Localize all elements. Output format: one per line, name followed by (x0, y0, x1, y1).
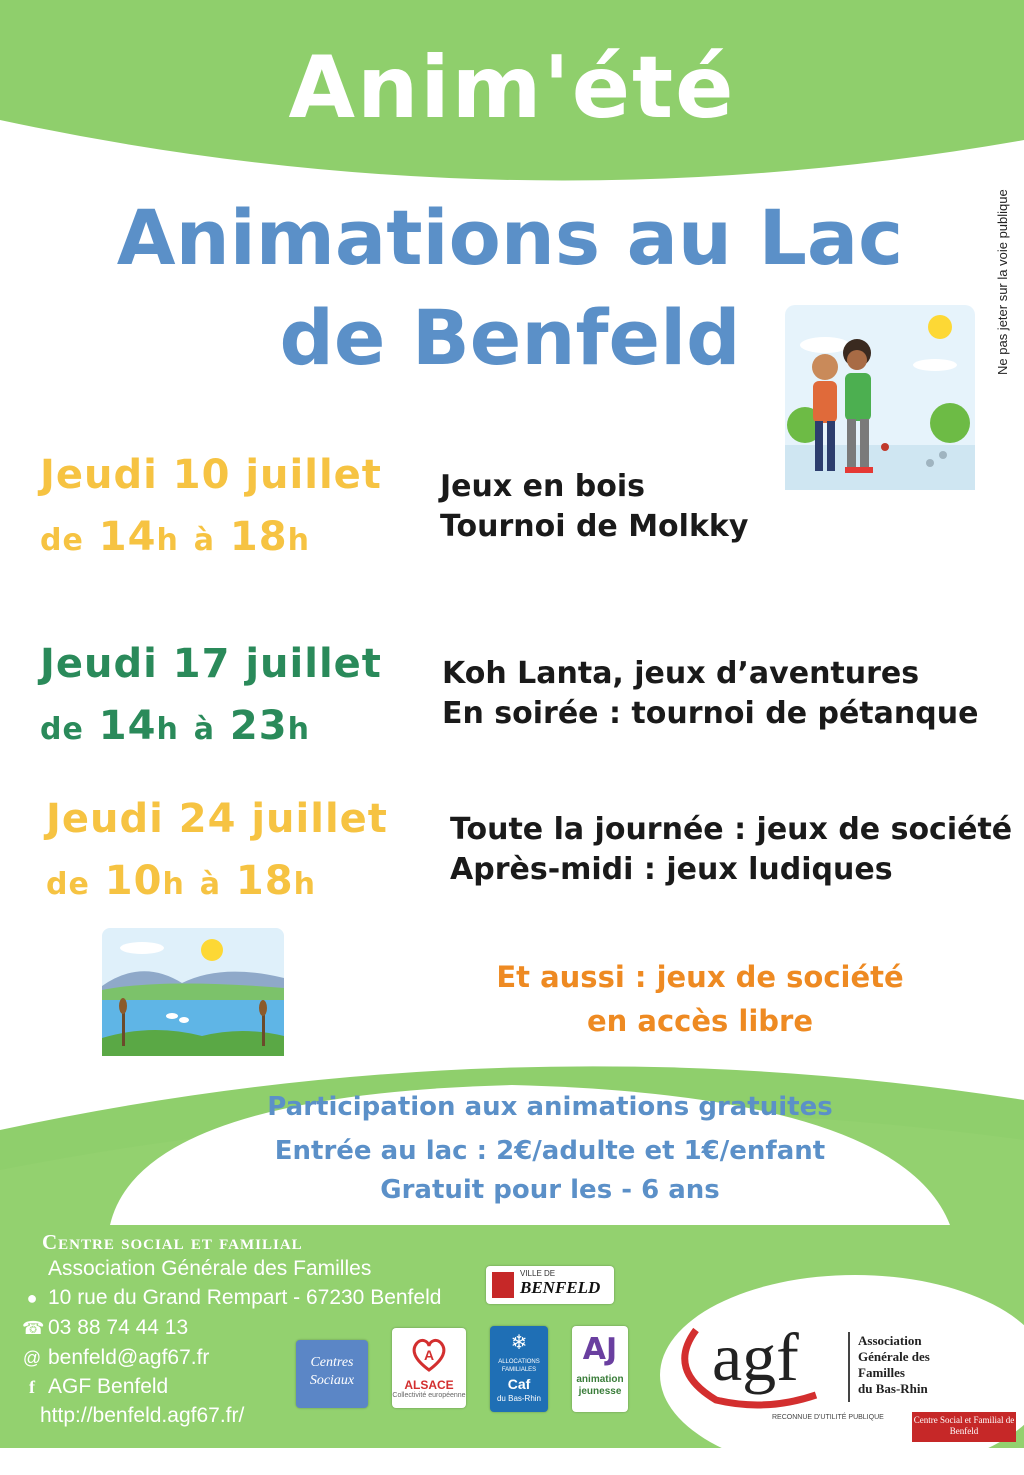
petanque-players-illustration (785, 305, 975, 490)
subtitle-line2: de Benfeld (279, 293, 741, 382)
caf-logo: ❄ ALLOCATIONS FAMILIALES Caf du Bas-Rhin (490, 1326, 548, 1412)
phone-line: ☎ 03 88 74 44 13 (22, 1316, 189, 1339)
alsace-heart-icon (409, 1334, 449, 1374)
animation-jeunesse-logo: AJ animation jeunesse (572, 1326, 628, 1412)
agf-recognition: RECONNUE D'UTILITÉ PUBLIQUE (772, 1414, 884, 1421)
side-note: Ne pas jeter sur la voie publique (995, 189, 1010, 375)
event-3-time: de 10h à 18h (46, 858, 316, 904)
phone-icon: ☎ (22, 1318, 45, 1338)
svg-text:A: A (423, 1347, 435, 1363)
facebook-icon: f (29, 1377, 35, 1397)
agf-divider (848, 1332, 850, 1402)
event-3-day: Jeudi 24 juillet (46, 796, 388, 842)
centres-sociaux-logo: Centres Sociaux (296, 1340, 368, 1408)
event-1-time: de 14h à 18h (40, 514, 310, 560)
ville-benfeld-logo: VILLE DE BENFELD (486, 1266, 614, 1304)
event-2-day: Jeudi 17 juillet (40, 641, 382, 687)
website-link[interactable]: http://benfeld.agf67.fr/ (40, 1404, 245, 1427)
event-1-description: Jeux en bois Tournoi de Molkky (440, 469, 749, 544)
agf-benfeld-tag: Centre Social et Familial de Benfeld (912, 1412, 1016, 1442)
org-title: Centre social et familial (42, 1230, 303, 1254)
alsace-logo: A ALSACE Collectivité européenne (392, 1328, 466, 1408)
benfeld-shield-icon (492, 1272, 514, 1298)
event-1-date (40, 444, 382, 572)
agf-wordmark: agf (712, 1319, 799, 1395)
event-1-day: Jeudi 10 juillet (40, 452, 382, 498)
subtitle-line1: Animations au Lac (116, 193, 904, 282)
info-line-2: Entrée au lac : 2€/adulte et 1€/enfant (274, 1136, 826, 1166)
event-2-time: de 14h à 23h (40, 703, 310, 749)
event-3-description: Toute la journée : jeux de société Après-midi : jeux ludiques (450, 812, 1013, 887)
info-line-3: Gratuit pour les - 6 ans (380, 1175, 720, 1205)
event-2-date (40, 633, 382, 761)
also-available: Et aussi : jeux de société en accès libre (496, 960, 904, 1038)
poster-title: Anim'été (288, 38, 736, 138)
caf-snowflake-icon: ❄ (510, 1330, 528, 1354)
at-sign-icon: @ (22, 1348, 42, 1368)
agf-full-name: Association Générale des Familles du Bas-Rhin (858, 1333, 930, 1396)
event-3-date (46, 788, 388, 916)
event-2-description: Koh Lanta, jeux d’aventures En soirée : tournoi de pétanque (442, 656, 979, 731)
lake-illustration (102, 928, 284, 1056)
email-line[interactable]: @ benfeld@agf67.fr (22, 1346, 210, 1369)
info-line-1: Participation aux animations gratuites (267, 1092, 833, 1122)
address-line: ● 10 rue du Grand Rempart - 67230 Benfeld (22, 1286, 441, 1310)
facebook-line[interactable]: f AGF Benfeld (22, 1375, 168, 1399)
org-name: Association Générale des Familles (48, 1257, 372, 1280)
location-pin-icon: ● (26, 1288, 38, 1308)
